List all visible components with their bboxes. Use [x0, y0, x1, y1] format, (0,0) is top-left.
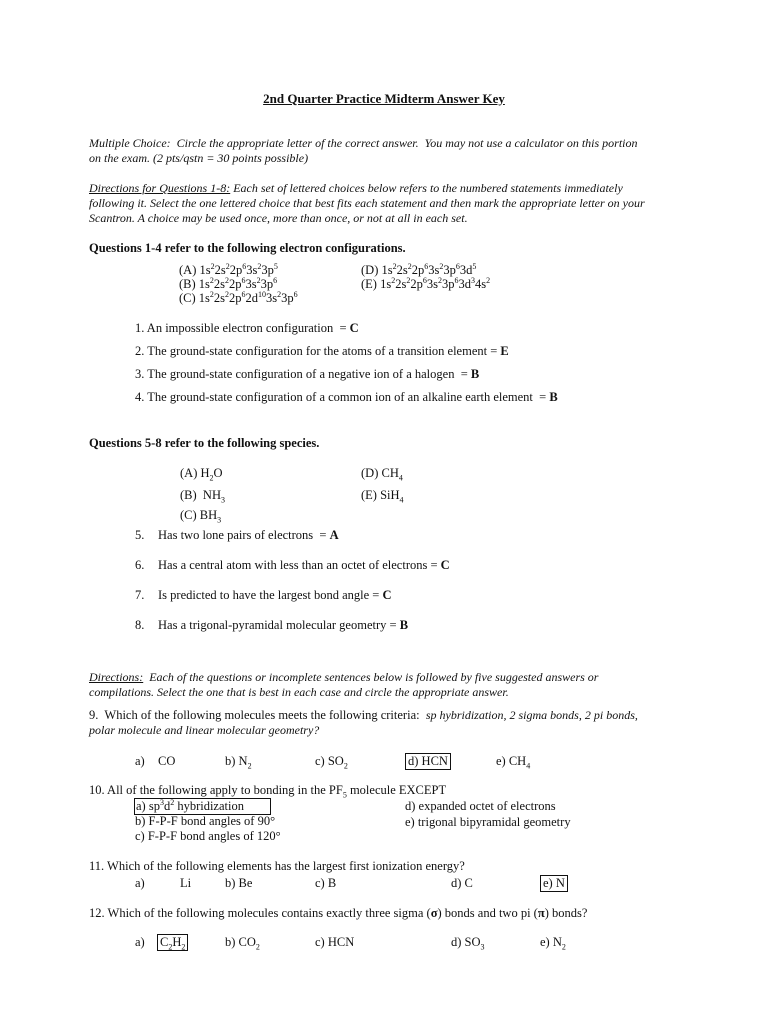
electron-count: 2 [257, 261, 262, 271]
q12-option-a-label[interactable]: a) [135, 935, 145, 949]
electron-count: 2 [210, 261, 215, 271]
electron-count: 2 [486, 275, 491, 285]
electron-count: 10 [258, 289, 267, 299]
questions-5-8-header: Questions 5-8 refer to the following species. [89, 436, 320, 450]
electron-count: 2 [225, 261, 230, 271]
orbital: 3p [441, 277, 455, 291]
question-6 [158, 558, 450, 573]
orbital: 3p [281, 291, 294, 305]
species-c [180, 508, 221, 523]
q9-option-b[interactable] [225, 754, 252, 769]
species-b-sub: 3 [220, 495, 225, 505]
q10-option-c[interactable]: c) F-P-F bond angles of 120° [135, 829, 281, 843]
electron-count: 3 [470, 275, 475, 285]
question-7-num: 7. [135, 588, 145, 602]
orbital: 3d [459, 263, 473, 277]
mc-text: Circle the appropriate letter of the correct answer. You may not use a calculator on this portion [170, 136, 638, 150]
question-5 [158, 528, 339, 543]
question-2-text: 2. The ground-state configuration for the atoms of a transition element = [135, 344, 501, 358]
orbital: 2p [229, 277, 242, 291]
orbital: 2p [410, 277, 423, 291]
page-title: 2nd Quarter Practice Midterm Answer Key [263, 91, 505, 106]
question-8-answer: B [399, 618, 409, 632]
orbital: 3p [443, 263, 456, 277]
config-d [361, 263, 476, 278]
q10-a-text-end: hybridization [174, 799, 244, 813]
sigma-symbol: σ [430, 906, 438, 920]
electron-count: 6 [241, 289, 246, 299]
question-4-answer: B [549, 390, 558, 404]
species-c-sub: 3 [217, 515, 222, 525]
q9-e-sub: 4 [526, 761, 531, 771]
directions-2-label: Directions: [89, 670, 144, 684]
electron-count: 2 [391, 275, 396, 285]
species-a-post: O [213, 466, 223, 480]
q9-e-text: e) CH [496, 754, 527, 768]
q11-option-c[interactable]: c) B [315, 876, 337, 890]
q10-option-b[interactable]: b) F-P-F bond angles of 90° [135, 814, 276, 828]
q12-option-d[interactable] [451, 935, 485, 950]
species-a-sub: 2 [209, 473, 214, 483]
q11-option-e-answer-box[interactable]: e) N [540, 875, 568, 892]
question-5-text: Has two lone pairs of electrons = [158, 528, 330, 542]
pi-symbol: π [537, 906, 545, 920]
mc-instructions-line1 [89, 136, 638, 151]
orbital: 2p [229, 291, 242, 305]
electron-count: 2 [277, 289, 282, 299]
q12-option-a-answer-box[interactable] [157, 934, 188, 951]
question-12-text-mid: ) bonds and two pi ( [437, 906, 538, 920]
directions-2-line1 [89, 670, 598, 685]
electron-count: 6 [454, 275, 459, 285]
orbital: 1s [199, 263, 211, 277]
q12-a-c: C [160, 935, 169, 949]
orbital: 1s [381, 263, 393, 277]
electron-count: 6 [273, 275, 278, 285]
orbital: 4s [474, 277, 487, 291]
question-1-text: 1. An impossible electron configuration = [135, 321, 350, 335]
directions-1-8-line2: following it. Select the one lettered choice that best fits each statement and then mark the appropriate letter on your [89, 196, 645, 210]
directions-1-8-line1 [89, 181, 623, 196]
directions-2-line2: compilations. Select the one that is best in each case and circle the appropriate answer. [89, 685, 509, 699]
question-9-line2: polar molecule and linear molecular geometry? [89, 723, 320, 737]
electron-count: 6 [242, 261, 247, 271]
species-a-pre: (A) H [180, 466, 210, 480]
q12-b-text: b) CO [225, 935, 256, 949]
species-d-pre: (D) CH [361, 466, 399, 480]
q12-option-e[interactable] [540, 935, 566, 950]
question-6-num: 6. [135, 558, 145, 572]
electron-count: 2 [209, 289, 214, 299]
question-4-text: 4. The ground-state configuration of a common ion of an alkaline earth element = [135, 390, 550, 404]
orbital: 1s [380, 277, 392, 291]
electron-count: 5 [472, 261, 477, 271]
q10-option-e[interactable]: e) trigonal bipyramidal geometry [405, 815, 571, 829]
question-12-text: 12. Which of the following molecules contains exactly three sigma ( [89, 906, 431, 920]
config-letter: (B) [179, 277, 199, 291]
q9-option-e[interactable] [496, 754, 530, 769]
electron-count: 2 [225, 289, 230, 299]
q9-option-d-answer-box[interactable]: d) HCN [405, 753, 451, 770]
electron-count: 2 [437, 275, 442, 285]
species-e-sub: 4 [399, 495, 404, 505]
question-10-text-end: molecule EXCEPT [346, 783, 447, 797]
orbital: 2s [214, 263, 226, 277]
q10-a-sup2: 2 [170, 797, 175, 807]
q12-a-sub2: 2 [181, 942, 186, 952]
species-c-pre: (C) BH [180, 508, 218, 522]
q12-a-h: H [172, 935, 182, 949]
mc-instructions-line2: on the exam. (2 pts/qstn = 30 points possible) [89, 151, 309, 165]
question-6-text: Has a central atom with less than an octet of electrons = [158, 558, 441, 572]
q10-a-text: a) sp [136, 799, 160, 813]
species-d [361, 466, 403, 481]
question-12-stem [89, 906, 587, 921]
mc-label: Multiple Choice: [89, 136, 171, 150]
directions-1-8-text: Each set of lettered choices below refers to the numbered statements immediately [230, 181, 623, 195]
question-2 [135, 344, 509, 359]
q12-e-sub: 2 [561, 942, 566, 952]
electron-count: 6 [293, 289, 298, 299]
q9-c-text: c) SO [315, 754, 344, 768]
question-3-text: 3. The ground-state configuration of a negative ion of a halogen = [135, 367, 471, 381]
species-d-sub: 4 [398, 473, 403, 483]
q9-c-sub: 2 [343, 761, 348, 771]
question-3 [135, 367, 479, 382]
electron-count: 2 [392, 261, 397, 271]
q11-option-a-label[interactable]: a) [135, 876, 145, 890]
question-10-text: 10. All of the following apply to bonding in the PF [89, 783, 343, 797]
orbital: 2p [411, 263, 425, 277]
q10-a-sup1: 3 [159, 797, 164, 807]
config-c [179, 291, 298, 306]
question-8-text: Has a trigonal-pyramidal molecular geometry = [158, 618, 400, 632]
q12-a-sub1: 2 [168, 942, 173, 952]
orbital: 1s [198, 277, 210, 291]
orbital: 2s [213, 291, 226, 305]
question-9-criteria: sp hybridization, 2 sigma bonds, 2 pi bonds, [425, 708, 638, 722]
question-7-text: Is predicted to have the largest bond angle = [158, 588, 383, 602]
orbital: 1s [198, 291, 210, 305]
electron-count: 6 [422, 275, 427, 285]
question-8 [158, 618, 408, 633]
electron-count: 2 [407, 261, 412, 271]
config-letter: (A) [179, 263, 200, 277]
electron-count: 2 [256, 275, 261, 285]
config-letter: (D) [361, 263, 382, 277]
question-9-text: 9. Which of the following molecules meets the following criteria: [89, 708, 426, 722]
orbital: 3s [426, 277, 438, 291]
species-a [180, 466, 223, 481]
orbital: 2d [245, 291, 259, 305]
q9-b-sub: 2 [247, 761, 252, 771]
question-5-num: 5. [135, 528, 145, 542]
orbital: 3s [245, 277, 257, 291]
electron-count: 2 [225, 275, 230, 285]
question-7 [158, 588, 392, 603]
q9-option-c[interactable] [315, 754, 348, 769]
directions-1-8-line3: Scantron. A choice may be used once, more than once, or not at all in each set. [89, 211, 468, 225]
config-letter: (E) [361, 277, 381, 291]
question-7-answer: C [382, 588, 392, 602]
electron-count: 2 [406, 275, 411, 285]
orbital: 3s [428, 263, 440, 277]
q9-option-a[interactable]: CO [158, 754, 176, 768]
questions-1-4-header: Questions 1-4 refer to the following electron configurations. [89, 241, 406, 255]
question-5-answer: A [329, 528, 339, 542]
directions-2-text: Each of the questions or incomplete sentences below is followed by five suggested answers or [143, 670, 599, 684]
question-10-stem [89, 783, 446, 798]
question-1-answer: C [349, 321, 359, 335]
species-e-pre: (E) SiH [361, 488, 400, 502]
q9-option-a-label[interactable]: a) [135, 754, 145, 768]
orbital: 3s [266, 291, 278, 305]
question-11-stem: 11. Which of the following elements has the largest first ionization energy? [89, 859, 465, 873]
q10-option-d[interactable]: d) expanded octet of electrons [405, 799, 556, 813]
question-12-text-end: ) bonds? [544, 906, 588, 920]
q12-e-text: e) N [540, 935, 562, 949]
orbital: 3s [246, 263, 258, 277]
orbital: 3d [458, 277, 471, 291]
question-6-answer: C [440, 558, 450, 572]
directions-1-8-label: Directions for Questions 1-8: [89, 181, 231, 195]
orbital: 2s [395, 277, 407, 291]
q10-option-a-answer-box[interactable] [134, 798, 271, 815]
question-3-answer: B [470, 367, 480, 381]
question-4 [135, 390, 558, 405]
orbital: 3p [261, 263, 274, 277]
species-b-pre: (B) NH [180, 488, 221, 502]
q12-option-c[interactable]: c) HCN [315, 935, 355, 949]
q12-d-sub: 3 [480, 942, 485, 952]
q12-d-text: d) SO [451, 935, 481, 949]
electron-count: 2 [209, 275, 214, 285]
electron-count: 6 [241, 275, 246, 285]
q11-option-b[interactable]: b) Be [225, 876, 253, 890]
config-e [361, 277, 490, 292]
orbital: 2p [229, 263, 243, 277]
question-8-num: 8. [135, 618, 145, 632]
q11-option-d[interactable]: d) C [451, 876, 473, 890]
q9-b-text: b) N [225, 754, 248, 768]
question-1 [135, 321, 359, 336]
question-10-sub: 5 [342, 790, 347, 800]
q12-option-b[interactable] [225, 935, 260, 950]
question-2-answer: E [500, 344, 509, 358]
orbital: 3p [260, 277, 274, 291]
q10-a-mid: d [163, 799, 171, 813]
orbital: 2s [396, 263, 408, 277]
species-e [361, 488, 404, 503]
electron-count: 6 [424, 261, 429, 271]
q12-b-sub: 2 [255, 942, 260, 952]
question-9-stem [89, 708, 638, 723]
config-letter: (C) [179, 291, 199, 305]
electron-count: 5 [273, 261, 278, 271]
orbital: 2s [213, 277, 226, 291]
electron-count: 2 [439, 261, 444, 271]
species-b [180, 488, 225, 503]
q11-option-a[interactable]: Li [180, 876, 192, 890]
electron-count: 6 [455, 261, 460, 271]
